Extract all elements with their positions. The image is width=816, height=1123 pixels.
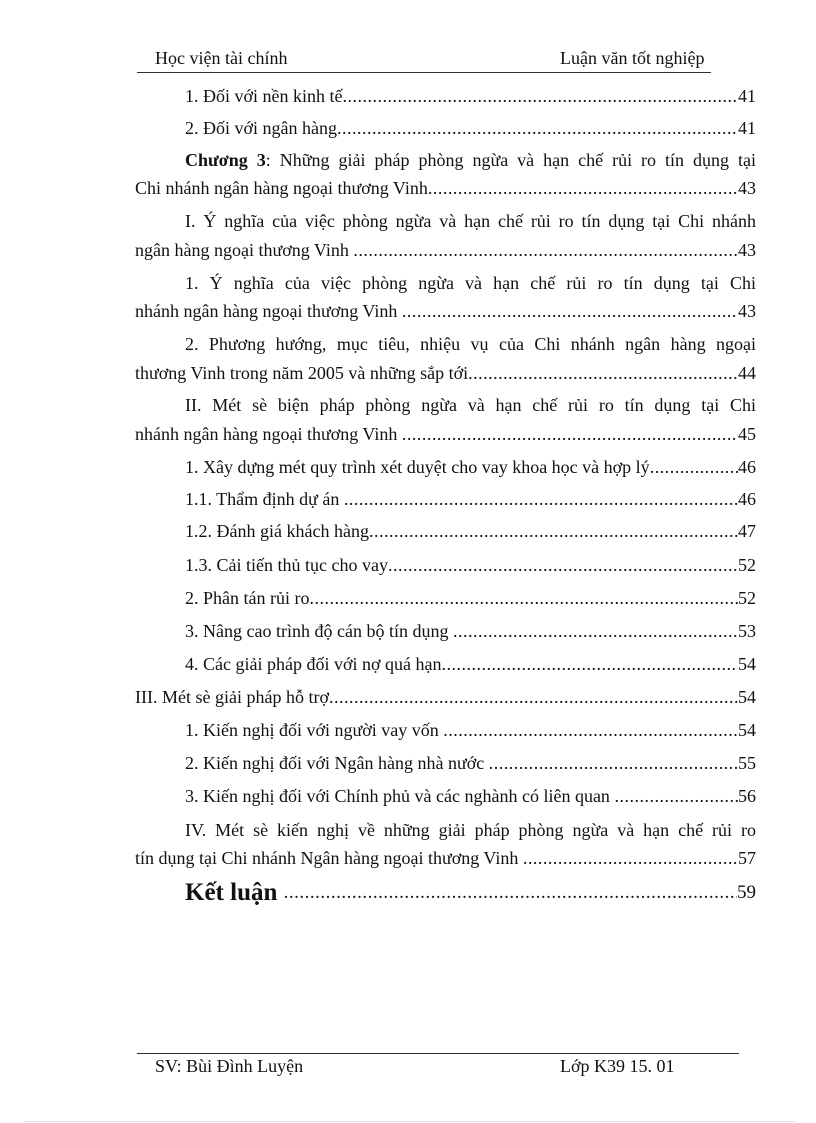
toc-entry-line2[interactable] xyxy=(135,846,756,870)
toc-entry-title: 4. Các giải pháp đối với nợ quá hạn xyxy=(185,654,442,674)
toc-entry-title: 1. Ý nghĩa của việc phòng ngừa và hạn chế rủi ro tín dụng tại Chi xyxy=(185,273,756,293)
leader-dots xyxy=(344,487,738,511)
toc-entry-line1[interactable] xyxy=(135,393,756,417)
toc-entry-title: 1. Đối với nền kinh tế xyxy=(185,86,343,106)
toc-entry[interactable] xyxy=(135,619,756,643)
leader-dots xyxy=(369,519,738,543)
toc-page-number: 54 xyxy=(738,720,756,740)
toc-page-number: 46 xyxy=(738,457,756,477)
toc-entry-title: I. Ý nghĩa của việc phòng ngừa và hạn chế rủi ro tín dụng tại Chi nhánh xyxy=(185,211,756,231)
footer-right: Lớp K39 15. 01 xyxy=(560,1056,675,1076)
toc-page-number: 41 xyxy=(738,118,756,138)
toc-entry-title: 1. Xây dựng mét quy trình xét duyệt cho vay khoa học và hợp lý xyxy=(185,457,650,477)
toc-entry-title: III. Mét sè giải pháp hỗ trợ xyxy=(135,687,329,707)
leader-dots xyxy=(388,553,738,577)
toc-entry-title: IV. Mét sè kiến nghị về những giải pháp phòng ngừa và hạn chế rủi ro xyxy=(185,820,756,840)
leader-dots xyxy=(441,652,738,676)
toc-entry-title-cont: tín dụng tại Chi nhánh Ngân hàng ngoại thương Vinh xyxy=(135,848,519,868)
toc-entry[interactable] xyxy=(135,455,756,479)
toc-entry-title: : Những giải pháp phòng ngừa và hạn chế rủi ro tín dụng tại xyxy=(265,150,756,170)
toc-page-number: 47 xyxy=(738,521,756,541)
toc-entry[interactable] xyxy=(135,519,756,543)
toc-page-number: 46 xyxy=(738,489,756,509)
toc-entry-line2[interactable] xyxy=(135,422,756,446)
toc-page-number: 43 xyxy=(738,240,756,260)
toc-page-number: 43 xyxy=(738,178,756,198)
page-boundary xyxy=(25,1121,795,1122)
toc-entry-title: 1.2. Đánh giá khách hàng xyxy=(185,521,369,541)
leader-dots xyxy=(329,685,738,709)
leader-dots xyxy=(453,619,738,643)
toc-entry-title: II. Mét sè biện pháp phòng ngừa và hạn chế rủi ro tín dụng tại Chi xyxy=(185,395,756,415)
toc-entry-line1[interactable] xyxy=(135,271,756,295)
leader-dots xyxy=(343,84,739,108)
toc-entry[interactable] xyxy=(135,84,756,108)
leader-dots xyxy=(353,238,738,262)
toc-entry[interactable] xyxy=(135,116,756,140)
toc-entry-line1[interactable] xyxy=(135,818,756,842)
toc-entry-line2[interactable] xyxy=(135,361,756,385)
toc-entry-title: 2. Phân tán rủi ro xyxy=(185,588,310,608)
toc-entry[interactable] xyxy=(135,718,756,742)
toc-entry-title: Kết luận xyxy=(185,879,278,906)
toc-entry-line1[interactable] xyxy=(135,148,756,172)
header-left: Học viện tài chính xyxy=(155,48,288,68)
leader-dots xyxy=(523,846,738,870)
toc-page-number: 44 xyxy=(738,363,756,383)
toc-page-number: 55 xyxy=(738,753,756,773)
toc-entry-title-cont: thương Vinh trong năm 2005 và những sắp tới xyxy=(135,363,469,383)
toc-entry-title-cont: nhánh ngân hàng ngoại thương Vinh xyxy=(135,301,398,321)
toc-page-number: 54 xyxy=(738,654,756,674)
toc-entry-title-cont: ngân hàng ngoại thương Vinh xyxy=(135,240,349,260)
toc-page-number: 59 xyxy=(737,882,756,903)
leader-dots xyxy=(468,361,738,385)
toc-entry-line1[interactable] xyxy=(135,332,756,356)
footer-left: SV: Bùi Đình Luyện xyxy=(155,1056,304,1076)
toc-page-number: 52 xyxy=(738,555,756,575)
header-right: Luận văn tốt nghiệp xyxy=(560,48,705,68)
toc-entry-line2[interactable] xyxy=(135,299,756,323)
toc-entry-title: 2. Đối với ngân hàng xyxy=(185,118,337,138)
toc-entry[interactable] xyxy=(135,652,756,676)
toc-page-number: 56 xyxy=(738,786,756,806)
leader-dots xyxy=(402,422,738,446)
leader-dots xyxy=(309,586,738,610)
toc-entry-line2[interactable] xyxy=(135,238,756,262)
toc-entry[interactable] xyxy=(135,784,756,808)
toc-entry-title: 2. Phương hướng, mục tiêu, nhiệu vụ của Chi nhánh ngân hàng ngoại xyxy=(185,334,756,354)
toc-entry-conclusion[interactable] xyxy=(135,877,756,909)
leader-dots xyxy=(489,751,738,775)
toc-entry[interactable] xyxy=(135,685,756,709)
toc-entry-title-cont: Chi nhánh ngân hàng ngoại thương Vinh xyxy=(135,178,428,198)
leader-dots xyxy=(284,877,737,909)
toc-page-number: 45 xyxy=(738,424,756,444)
leader-dots xyxy=(402,299,738,323)
toc-entry-title-cont: nhánh ngân hàng ngoại thương Vinh xyxy=(135,424,398,444)
toc-entry-line1[interactable] xyxy=(135,209,756,233)
toc-page-number: 41 xyxy=(738,86,756,106)
toc-entry-title: 1.3. Cải tiến thủ tục cho vay xyxy=(185,555,388,575)
leader-dots xyxy=(337,116,738,140)
toc-entry-line2[interactable] xyxy=(135,176,756,200)
leader-dots xyxy=(650,455,738,479)
header-divider xyxy=(137,72,711,73)
toc-entry-title: 2. Kiến nghị đối với Ngân hàng nhà nước xyxy=(185,753,485,773)
toc-page-number: 52 xyxy=(738,588,756,608)
toc-page-number: 43 xyxy=(738,301,756,321)
leader-dots xyxy=(443,718,738,742)
footer-divider xyxy=(137,1053,739,1054)
toc-entry-title: 1. Kiến nghị đối với người vay vốn xyxy=(185,720,439,740)
leader-dots xyxy=(428,176,738,200)
toc-page-number: 53 xyxy=(738,621,756,641)
toc-entry[interactable] xyxy=(135,487,756,511)
toc-page-number: 57 xyxy=(738,848,756,868)
toc-entry[interactable] xyxy=(135,553,756,577)
toc-entry-title: 3. Nâng cao trình độ cán bộ tín dụng xyxy=(185,621,449,641)
toc-entry[interactable] xyxy=(135,586,756,610)
toc-entry-title: 3. Kiến nghị đối với Chính phủ và các nghành có liên quan xyxy=(185,786,610,806)
toc-entry-title: 1.1. Thẩm định dự án xyxy=(185,489,340,509)
toc-page-number: 54 xyxy=(738,687,756,707)
toc-entry[interactable] xyxy=(135,751,756,775)
leader-dots xyxy=(614,784,738,808)
chapter-label: Chương 3 xyxy=(185,150,266,170)
